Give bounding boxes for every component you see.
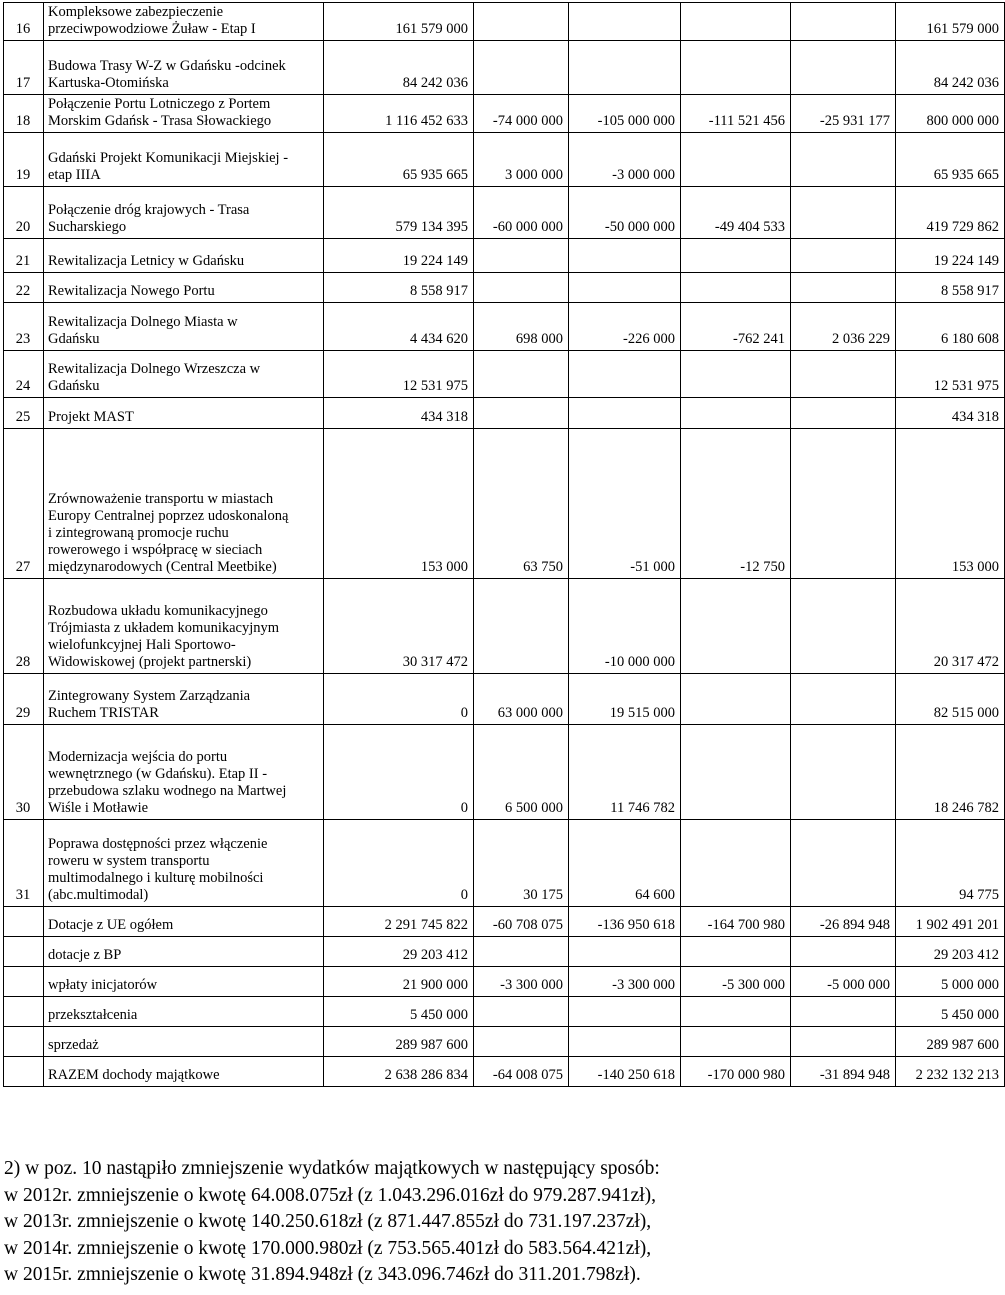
amount-cell <box>791 3 896 41</box>
amount-cell: 63 000 000 <box>474 674 569 725</box>
table-row <box>4 95 1005 133</box>
task-name-line: roweru w system transportu <box>48 853 210 869</box>
budget-table <box>3 2 1005 1087</box>
amount-cell <box>791 429 896 579</box>
amount-cell: 65 935 665 <box>896 133 1005 187</box>
row-number: 21 <box>4 239 44 273</box>
amount-cell: -5 300 000 <box>681 967 791 997</box>
amount-cell: -49 404 533 <box>681 187 791 239</box>
task-name <box>44 351 324 398</box>
amount-cell: -762 241 <box>681 303 791 351</box>
amount-cell <box>791 937 896 967</box>
amount-cell: 12 531 975 <box>324 351 474 398</box>
amount-cell <box>569 239 681 273</box>
amount-cell: 800 000 000 <box>896 95 1005 133</box>
amount-cell: 289 987 600 <box>324 1027 474 1057</box>
task-name-line: Poprawa dostępności przez włączenie <box>48 836 268 852</box>
row-number: 16 <box>4 3 44 41</box>
task-name <box>44 3 324 41</box>
amount-cell: 19 515 000 <box>569 674 681 725</box>
footer-line: w 2015r. zmniejszenie o kwotę 31.894.948zł (z 343.096.746zł do 311.201.798zł). <box>4 1264 641 1285</box>
task-name <box>44 41 324 95</box>
amount-cell <box>569 937 681 967</box>
amount-cell <box>791 674 896 725</box>
amount-cell: 0 <box>324 820 474 907</box>
footer-line: 2) w poz. 10 nastąpiło zmniejszenie wydatków majątkowych w następujący sposób: <box>4 1158 660 1179</box>
amount-cell: 20 317 472 <box>896 579 1005 674</box>
task-name-line: etap IIIA <box>48 167 101 183</box>
task-name-line: Gdański Projekt Komunikacji Miejskiej - <box>48 150 289 166</box>
task-name-line: RAZEM dochody majątkowe <box>48 1067 220 1083</box>
amount-cell: 161 579 000 <box>896 3 1005 41</box>
footer-line: w 2013r. zmniejszenie o kwotę 140.250.618zł (z 871.447.855zł do 731.197.237zł), <box>4 1211 652 1232</box>
amount-cell <box>681 1027 791 1057</box>
table-row <box>4 1027 1005 1057</box>
task-name <box>44 95 324 133</box>
amount-cell: 2 638 286 834 <box>324 1057 474 1087</box>
amount-cell: -111 521 456 <box>681 95 791 133</box>
amount-cell: -31 894 948 <box>791 1057 896 1087</box>
amount-cell: -5 000 000 <box>791 967 896 997</box>
task-name-line: Rozbudowa układu komunikacyjnego <box>48 603 268 619</box>
amount-cell <box>569 41 681 95</box>
task-name <box>44 937 324 967</box>
row-number: 29 <box>4 674 44 725</box>
amount-cell: -60 000 000 <box>474 187 569 239</box>
amount-cell: 153 000 <box>896 429 1005 579</box>
amount-cell <box>474 398 569 429</box>
amount-cell: 11 746 782 <box>569 725 681 820</box>
amount-cell: 64 600 <box>569 820 681 907</box>
amount-cell <box>681 579 791 674</box>
row-number: 22 <box>4 273 44 303</box>
task-name <box>44 1057 324 1087</box>
amount-cell: 65 935 665 <box>324 133 474 187</box>
amount-cell: 2 036 229 <box>791 303 896 351</box>
row-number: 30 <box>4 725 44 820</box>
task-name-line: przekształcenia <box>48 1007 138 1023</box>
amount-cell: 1 116 452 633 <box>324 95 474 133</box>
amount-cell: 434 318 <box>324 398 474 429</box>
amount-cell <box>474 239 569 273</box>
amount-cell: 82 515 000 <box>896 674 1005 725</box>
amount-cell <box>474 351 569 398</box>
amount-cell <box>681 273 791 303</box>
row-number <box>4 1027 44 1057</box>
task-name <box>44 997 324 1027</box>
amount-cell: 153 000 <box>324 429 474 579</box>
footer-line: w 2014r. zmniejszenie o kwotę 170.000.980zł (z 753.565.401zł do 583.564.421zł), <box>4 1237 652 1259</box>
task-name <box>44 1027 324 1057</box>
amount-cell: -105 000 000 <box>569 95 681 133</box>
amount-cell <box>791 820 896 907</box>
amount-cell: 84 242 036 <box>896 41 1005 95</box>
task-name <box>44 579 324 674</box>
task-name-line: sprzedaż <box>48 1037 99 1053</box>
amount-cell: 161 579 000 <box>324 3 474 41</box>
table-row <box>4 429 1005 579</box>
table-row <box>4 937 1005 967</box>
amount-cell <box>474 41 569 95</box>
row-number: 28 <box>4 579 44 674</box>
task-name-line: Dotacje z UE ogółem <box>48 917 174 933</box>
amount-cell <box>791 725 896 820</box>
task-name-line: Zrównoważenie transportu w miastach <box>48 491 274 507</box>
task-name-line: przeciwpowodziowe Żuław - Etap I <box>48 21 256 37</box>
amount-cell: 29 203 412 <box>324 937 474 967</box>
task-name-line: Morskim Gdańsk - Trasa Słowackiego <box>48 113 272 129</box>
amount-cell <box>681 41 791 95</box>
amount-cell: 419 729 862 <box>896 187 1005 239</box>
amount-cell: 4 434 620 <box>324 303 474 351</box>
task-name-line: Modernizacja wejścia do portu <box>48 749 228 765</box>
amount-cell <box>681 937 791 967</box>
table-row <box>4 967 1005 997</box>
amount-cell <box>791 997 896 1027</box>
amount-cell: -26 894 948 <box>791 907 896 937</box>
task-name <box>44 398 324 429</box>
amount-cell <box>791 351 896 398</box>
task-name <box>44 303 324 351</box>
row-number: 24 <box>4 351 44 398</box>
task-name-line: (abc.multimodal) <box>48 887 149 903</box>
amount-cell: 21 900 000 <box>324 967 474 997</box>
amount-cell: 579 134 395 <box>324 187 474 239</box>
amount-cell <box>681 398 791 429</box>
amount-cell: 18 246 782 <box>896 725 1005 820</box>
task-name <box>44 674 324 725</box>
table-row <box>4 239 1005 273</box>
row-number: 18 <box>4 95 44 133</box>
amount-cell: 0 <box>324 725 474 820</box>
table-row <box>4 187 1005 239</box>
task-name <box>44 133 324 187</box>
task-name-line: dotacje z BP <box>48 947 122 963</box>
row-number <box>4 907 44 937</box>
task-name <box>44 907 324 937</box>
table-row <box>4 907 1005 937</box>
amount-cell: 12 531 975 <box>896 351 1005 398</box>
footer-line: w 2012r. zmniejszenie o kwotę 64.008.075zł (z 1.043.296.016zł do 979.287.941zł), <box>4 1184 657 1206</box>
task-name-line: Zintegrowany System Zarządzania <box>48 688 251 704</box>
amount-cell <box>569 3 681 41</box>
amount-cell: 63 750 <box>474 429 569 579</box>
amount-cell <box>681 3 791 41</box>
task-name-line: Rewitalizacja Nowego Portu <box>48 283 215 299</box>
amount-cell: -12 750 <box>681 429 791 579</box>
table-row <box>4 579 1005 674</box>
amount-cell: 5 450 000 <box>896 997 1005 1027</box>
task-name-line: Europy Centralnej poprzez udoskonaloną <box>48 508 289 524</box>
amount-cell: -164 700 980 <box>681 907 791 937</box>
amount-cell: -50 000 000 <box>569 187 681 239</box>
amount-cell: -10 000 000 <box>569 579 681 674</box>
table-row <box>4 674 1005 725</box>
task-name <box>44 273 324 303</box>
row-number <box>4 937 44 967</box>
table-row <box>4 273 1005 303</box>
amount-cell <box>791 41 896 95</box>
task-name-line: rowerowego i współpracę w sieciach <box>48 542 263 558</box>
amount-cell: -170 000 980 <box>681 1057 791 1087</box>
amount-cell <box>474 997 569 1027</box>
task-name-line: Rewitalizacja Letnicy w Gdańsku <box>48 253 245 269</box>
row-number: 25 <box>4 398 44 429</box>
amount-cell: -64 008 075 <box>474 1057 569 1087</box>
amount-cell: -3 300 000 <box>474 967 569 997</box>
task-name-line: Kartuska-Otomińska <box>48 75 169 91</box>
task-name-line: przebudowa szlaku wodnego na Martwej <box>48 783 287 799</box>
amount-cell <box>474 3 569 41</box>
amount-cell: 698 000 <box>474 303 569 351</box>
table-row <box>4 133 1005 187</box>
amount-cell: 94 775 <box>896 820 1005 907</box>
amount-cell: 5 000 000 <box>896 967 1005 997</box>
row-number: 31 <box>4 820 44 907</box>
amount-cell: 19 224 149 <box>896 239 1005 273</box>
task-name <box>44 820 324 907</box>
footer-notes <box>4 1156 954 1289</box>
amount-cell: -3 300 000 <box>569 967 681 997</box>
task-name-line: Sucharskiego <box>48 219 127 235</box>
task-name-line: wielofunkcyjnej Hali Sportowo- <box>48 637 236 653</box>
amount-cell: 30 317 472 <box>324 579 474 674</box>
row-number: 19 <box>4 133 44 187</box>
task-name-line: Połączenie dróg krajowych - Trasa <box>48 202 250 218</box>
amount-cell: 8 558 917 <box>896 273 1005 303</box>
amount-cell <box>681 820 791 907</box>
amount-cell <box>791 133 896 187</box>
table-row <box>4 997 1005 1027</box>
table-row <box>4 820 1005 907</box>
task-name-line: wpłaty inicjatorów <box>48 977 158 993</box>
row-number <box>4 1057 44 1087</box>
task-name-line: Wiśle i Motławie <box>48 800 149 816</box>
task-name-line: Rewitalizacja Dolnego Wrzeszcza w <box>48 361 261 377</box>
task-name <box>44 725 324 820</box>
task-name-line: Połączenie Portu Lotniczego z Portem <box>48 96 271 112</box>
amount-cell: 1 902 491 201 <box>896 907 1005 937</box>
row-number <box>4 967 44 997</box>
task-name-line: Ruchem TRISTAR <box>48 705 159 721</box>
task-name-line: Rewitalizacja Dolnego Miasta w <box>48 314 238 330</box>
amount-cell: -226 000 <box>569 303 681 351</box>
amount-cell: -60 708 075 <box>474 907 569 937</box>
amount-cell <box>681 725 791 820</box>
amount-cell <box>681 674 791 725</box>
table-row <box>4 303 1005 351</box>
amount-cell <box>791 239 896 273</box>
task-name-line: i zintegrowaną promocje ruchu <box>48 525 229 541</box>
amount-cell: -74 000 000 <box>474 95 569 133</box>
amount-cell <box>791 579 896 674</box>
amount-cell: 29 203 412 <box>896 937 1005 967</box>
task-name-line: Gdańsku <box>48 331 100 347</box>
amount-cell: 289 987 600 <box>896 1027 1005 1057</box>
task-name-line: multimodalnego i kulturę mobilności <box>48 870 264 886</box>
amount-cell <box>569 398 681 429</box>
amount-cell: 30 175 <box>474 820 569 907</box>
task-name <box>44 429 324 579</box>
amount-cell: -136 950 618 <box>569 907 681 937</box>
amount-cell: 3 000 000 <box>474 133 569 187</box>
amount-cell: 6 180 608 <box>896 303 1005 351</box>
amount-cell: 434 318 <box>896 398 1005 429</box>
amount-cell <box>681 239 791 273</box>
row-number: 20 <box>4 187 44 239</box>
task-name <box>44 239 324 273</box>
task-name-line: Gdańsku <box>48 378 100 394</box>
task-name-line: Trójmiasta z układem komunikacyjnym <box>48 620 280 636</box>
amount-cell <box>569 1027 681 1057</box>
amount-cell: 84 242 036 <box>324 41 474 95</box>
table-row <box>4 41 1005 95</box>
row-number: 23 <box>4 303 44 351</box>
task-name-line: Projekt MAST <box>48 409 134 425</box>
amount-cell <box>474 579 569 674</box>
amount-cell <box>681 133 791 187</box>
table-row <box>4 725 1005 820</box>
task-name-line: międzynarodowych (Central Meetbike) <box>48 559 277 575</box>
task-name <box>44 187 324 239</box>
amount-cell: 2 232 132 213 <box>896 1057 1005 1087</box>
amount-cell: 0 <box>324 674 474 725</box>
table-row <box>4 1057 1005 1087</box>
amount-cell: 8 558 917 <box>324 273 474 303</box>
amount-cell: 5 450 000 <box>324 997 474 1027</box>
amount-cell <box>474 937 569 967</box>
amount-cell <box>791 187 896 239</box>
amount-cell: 2 291 745 822 <box>324 907 474 937</box>
amount-cell <box>474 1027 569 1057</box>
amount-cell: 6 500 000 <box>474 725 569 820</box>
amount-cell <box>569 997 681 1027</box>
amount-cell: -25 931 177 <box>791 95 896 133</box>
task-name-line: wewnętrznego (w Gdańsku). Etap II - <box>48 766 268 782</box>
task-name-line: Kompleksowe zabezpieczenie <box>48 4 224 20</box>
amount-cell: -3 000 000 <box>569 133 681 187</box>
amount-cell <box>569 351 681 398</box>
amount-cell: -140 250 618 <box>569 1057 681 1087</box>
amount-cell <box>474 273 569 303</box>
row-number: 27 <box>4 429 44 579</box>
amount-cell <box>791 1027 896 1057</box>
row-number <box>4 997 44 1027</box>
table-row <box>4 398 1005 429</box>
table-row <box>4 3 1005 41</box>
amount-cell: 19 224 149 <box>324 239 474 273</box>
amount-cell <box>681 997 791 1027</box>
task-name-line: Budowa Trasy W-Z w Gdańsku -odcinek <box>48 58 286 74</box>
amount-cell <box>681 351 791 398</box>
task-name-line: Widowiskowej (projekt partnerski) <box>48 654 252 670</box>
amount-cell <box>791 273 896 303</box>
task-name <box>44 967 324 997</box>
table-row <box>4 351 1005 398</box>
amount-cell: -51 000 <box>569 429 681 579</box>
row-number: 17 <box>4 41 44 95</box>
amount-cell <box>791 398 896 429</box>
amount-cell <box>569 273 681 303</box>
